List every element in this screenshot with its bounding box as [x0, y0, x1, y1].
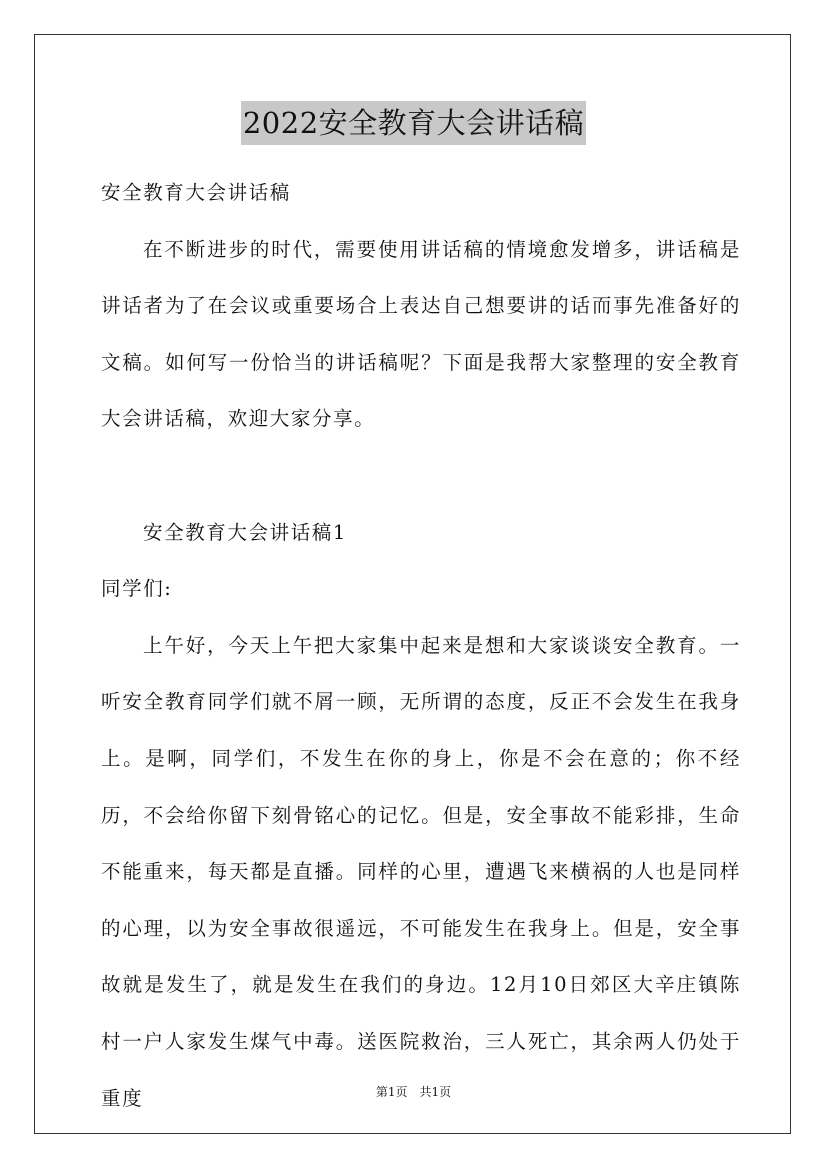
subtitle: 安全教育大会讲话稿 [101, 181, 291, 204]
title-container [0, 101, 827, 145]
page-number: 第1页 [375, 1085, 408, 1099]
salutation: 同学们: [101, 577, 173, 601]
document-body [101, 165, 741, 1127]
page-total: 共1页 [419, 1085, 452, 1099]
intro-paragraph: 在不断进步的时代，需要使用讲话稿的情境愈发增多，讲话稿是讲话者为了在会议或重要场合上表达自己想要讲的话而事先准备好的文稿。如何写一份恰当的讲话稿呢？下面是我帮大家整理的安全教育大会讲话稿，欢迎大家分享。 [101, 237, 741, 431]
page-footer [0, 1083, 827, 1101]
blank-line [101, 448, 741, 505]
body-paragraph: 上午好，今天上午把大家集中起来是想和大家谈谈安全教育。一听安全教育同学们就不屑一顾，无所谓的态度，反正不会发生在我身上。是啊，同学们，不发生在你的身上，你是不会在意的；你不经历，不会给你留下刻骨铭心的记忆。但是，安全事故不能彩排，生命不能重来，每天都是直播。同样的心里，遭遇飞来横祸的人也是同样的心理，以为安全事故很遥远，不可能发生在我身上。但是，安全事故就是发生了，就是发生在我们的身边。12月10日郊区大辛庄镇陈村一户人家发生煤气中毒。送医院救治，三人死亡，其余两人仍处于重度 [101, 633, 741, 1110]
document-title: 2022安全教育大会讲话稿 [241, 101, 586, 145]
section-heading: 安全教育大会讲话稿1 [143, 520, 347, 544]
